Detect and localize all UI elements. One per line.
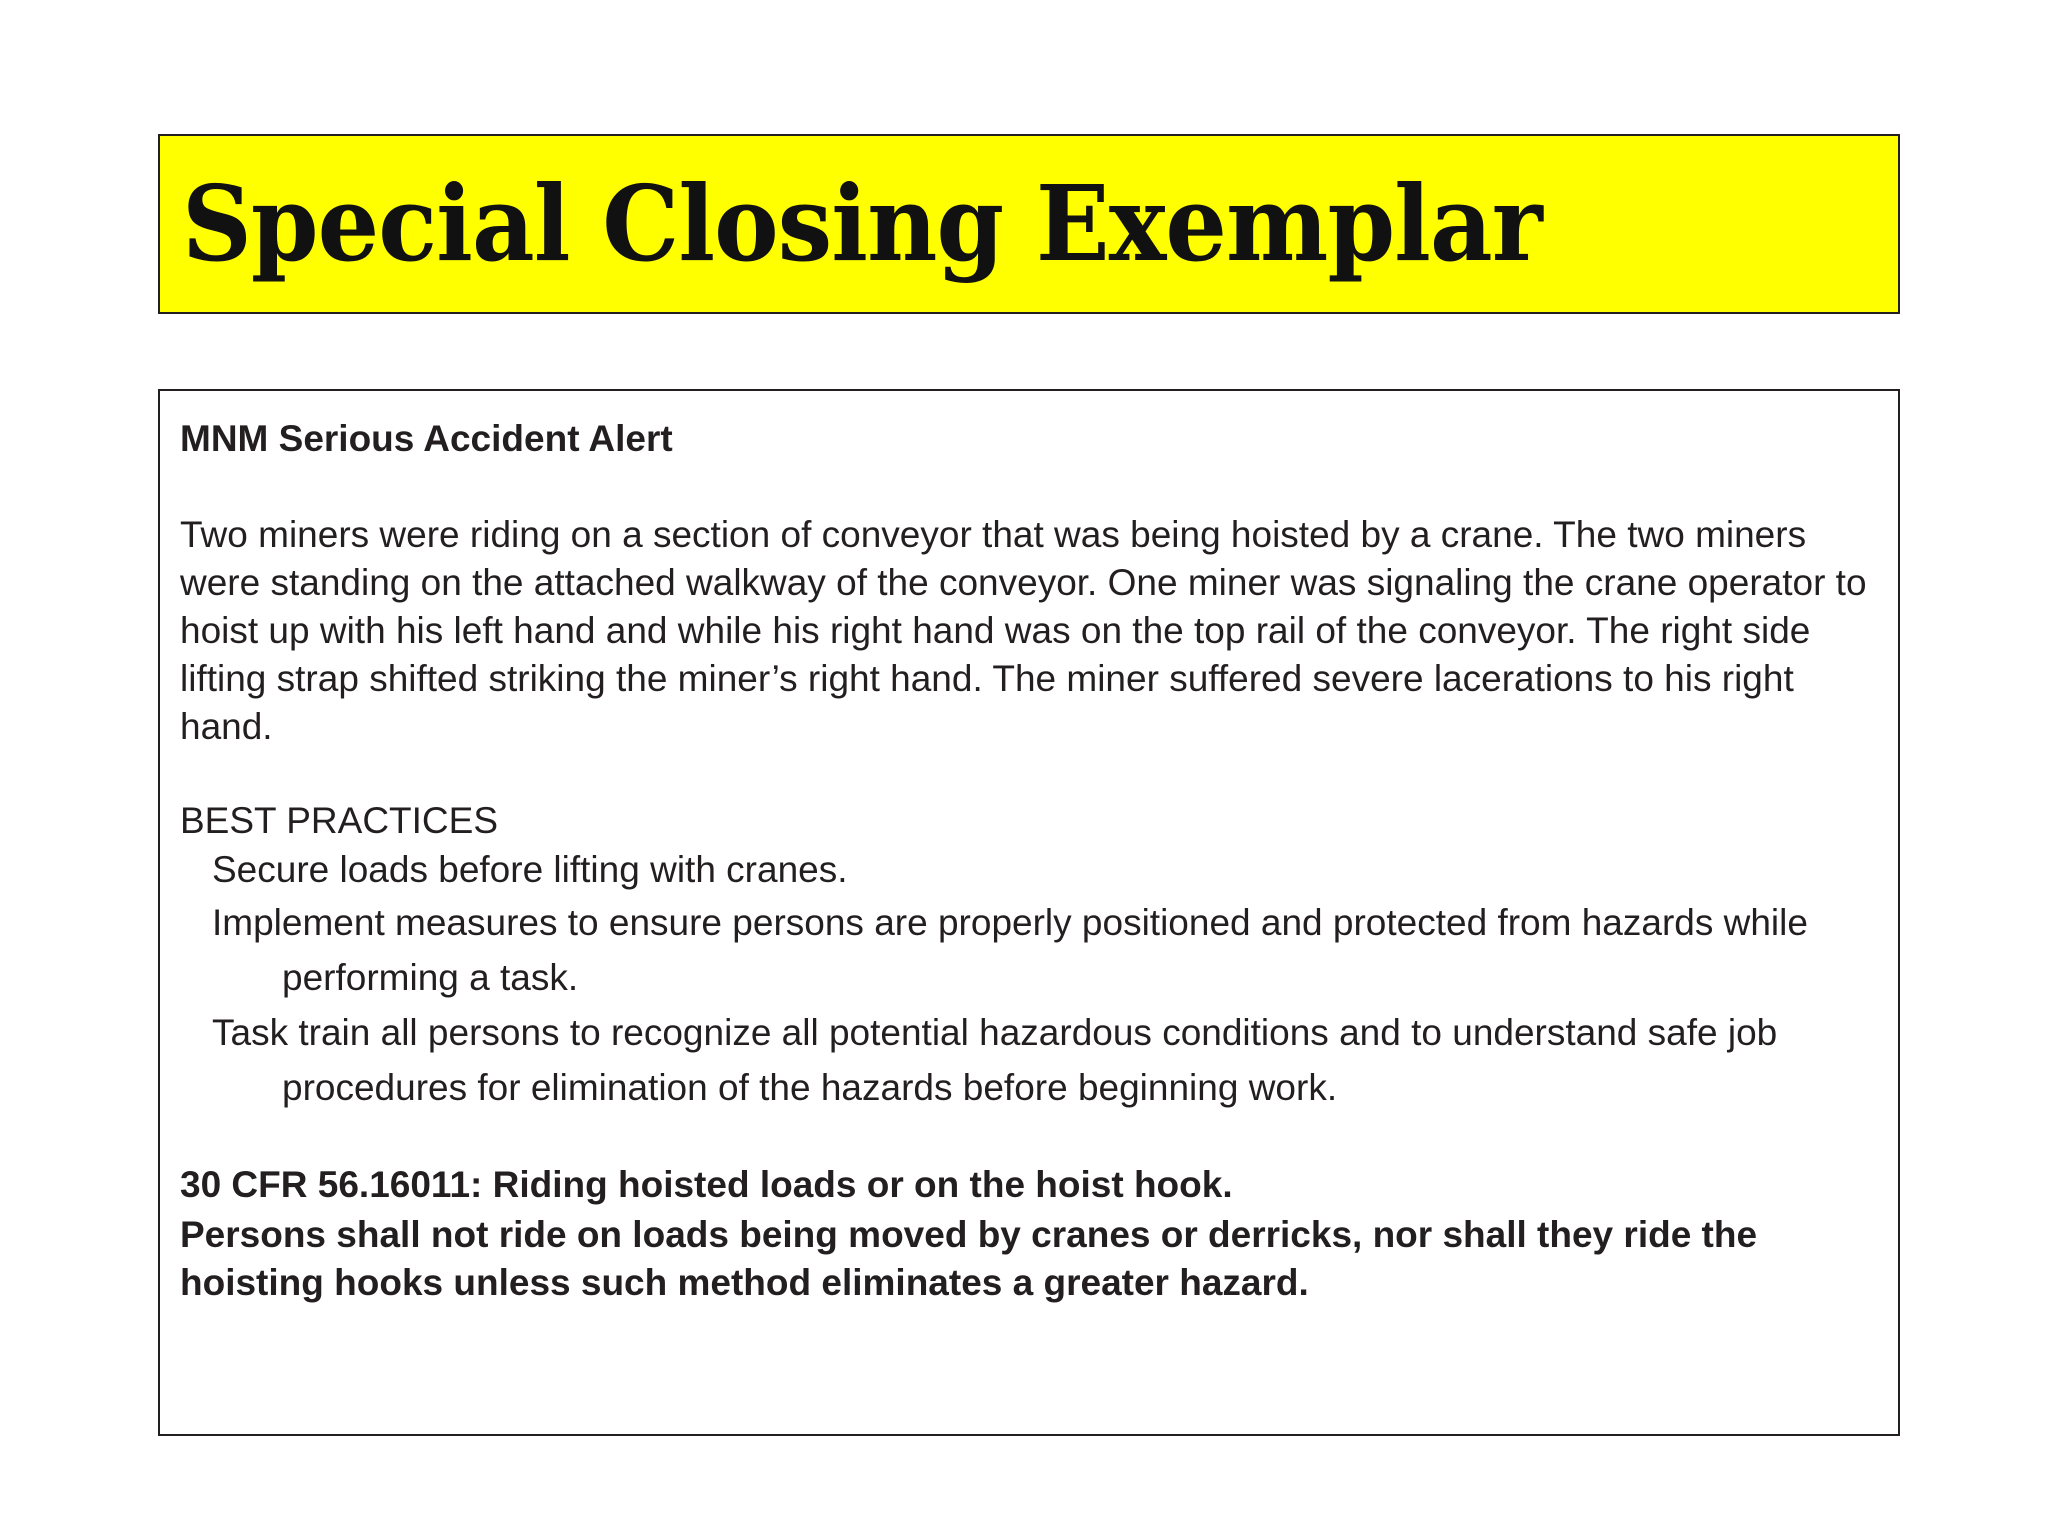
regulation-title: 30 CFR 56.16011: Riding hoisted loads or on the hoist hook. — [180, 1164, 1233, 1205]
best-practices-list — [180, 845, 1880, 1115]
best-practice-item: Task train all persons to recognize all potential hazardous conditions and to understand safe job procedures for elimination of the hazards before beginning work. — [212, 1012, 1778, 1108]
best-practices-heading: BEST PRACTICES — [180, 800, 499, 841]
alert-content-box — [158, 389, 1900, 1436]
regulation-section — [180, 1159, 1880, 1307]
title-banner — [158, 134, 1900, 314]
accident-summary: Two miners were riding on a section of conveyor that was being hoisted by a crane. The two miners were standing on the attached walkway of the conveyor. One miner was signaling the crane operator to hoist up with his left hand and while his right hand was on the top rail of the conveyor. The right side lifting strap shifted striking the miner’s right hand. The miner suffered severe lacerations to his right hand. — [180, 514, 1867, 747]
alert-content — [180, 415, 1880, 1307]
alert-heading: MNM Serious Accident Alert — [180, 418, 673, 459]
best-practice-item: Secure loads before lifting with cranes. — [212, 849, 848, 890]
page-title: Special Closing Exemplar — [182, 162, 1542, 285]
regulation-text: Persons shall not ride on loads being moved by cranes or derricks, nor shall they ride the hoisting hooks unless such method eliminates a greater hazard. — [180, 1214, 1758, 1303]
best-practice-item: Implement measures to ensure persons are properly positioned and protected from hazards while performing a task. — [212, 902, 1808, 998]
